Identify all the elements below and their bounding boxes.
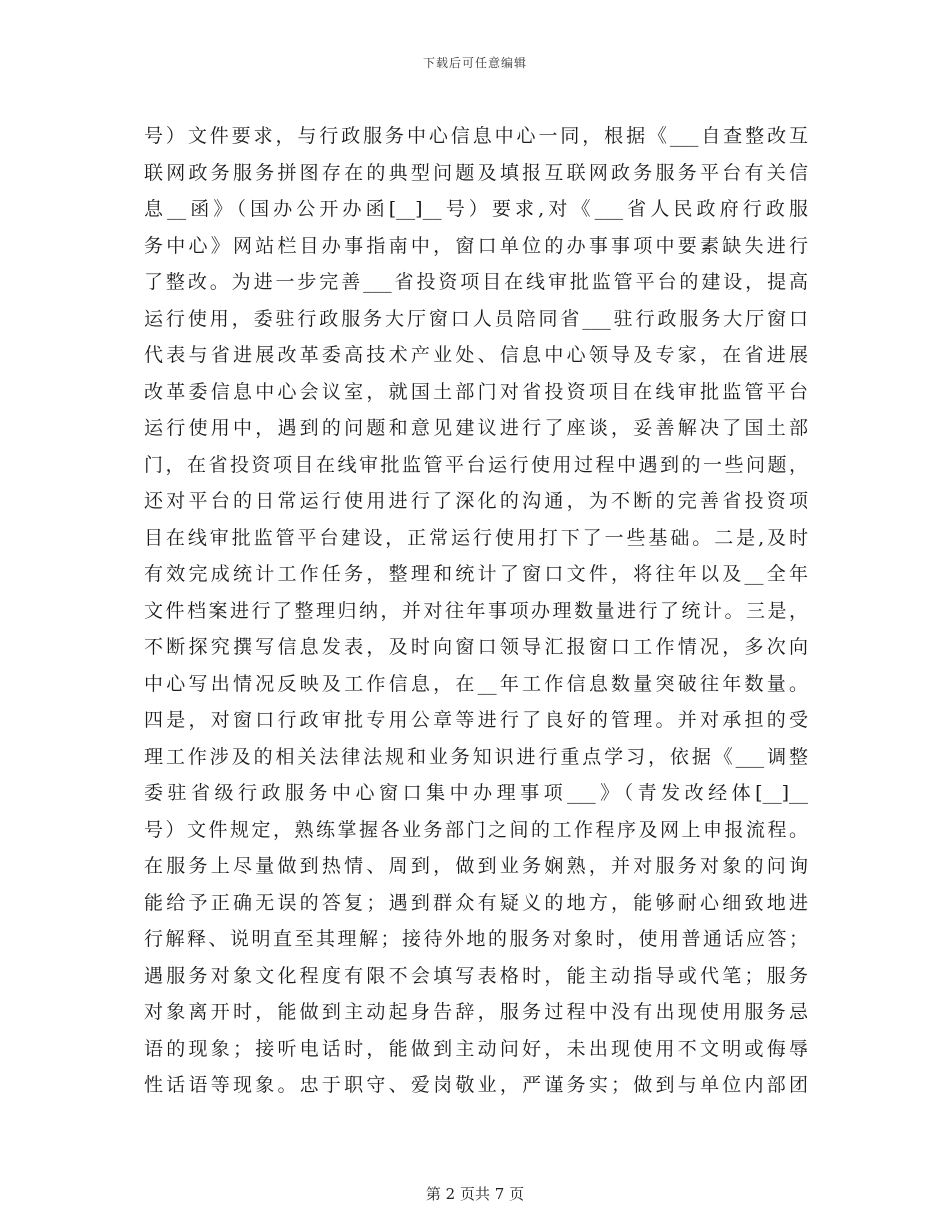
text-line: 门，在省投资项目在线审批监管平台运行使用过程中遇到的一些问题， [144,453,808,476]
text-line: 有效完成统计工作任务，整理和统计了窗口文件，将往年以及__全年 [144,563,808,585]
text-line: 对象离开时，能做到主动起身告辞，服务过程中没有出现使用服务忌 [144,1001,808,1023]
text-line: 运行使用，委驻行政服务大厅窗口人员陪同省___驻行政服务大厅窗口 [144,307,808,330]
text-line: 文件档案进行了整理归纳，并对往年事项办理数量进行了统计。三是， [144,599,808,622]
text-line: 在服务上尽量做到热情、周到，做到业务娴熟，并对服务对象的问询 [144,855,808,877]
text-line: 遇服务对象文化程度有限不会填写表格时，能主动指导或代笔；服务 [144,964,808,987]
text-line: 目在线审批监管平台建设，正常运行使用打下了一些基础。二是,及时 [144,526,808,549]
text-line: 能给予正确无误的答复；遇到群众有疑义的地方，能够耐心细致地进 [144,891,808,914]
text-line: 行解释、说明直至其理解；接待外地的服务对象时，使用普通话应答； [144,928,808,950]
page-header: 下载后可任意编辑 [422,56,527,70]
text-line: 号）文件要求，与行政服务中心信息中心一同，根据《___自查整改互 [144,125,808,147]
text-line: 四是，对窗口行政审批专用公章等进行了良好的管理。并对承担的受 [144,709,808,731]
text-line: 务中心》网站栏目办事指南中，窗口单位的办事事项中要素缺失进行 [144,234,808,257]
text-line: 息__函》（国办公开办函[__]__号）要求,对《___省人民政府行政服 [144,198,808,220]
text-line: 理工作涉及的相关法律法规和业务知识进行重点学习，依据《___调整 [144,745,808,768]
text-line: 了整改。为进一步完善___省投资项目在线审批监管平台的建设，提高 [144,271,808,293]
page-number: 第 2 页共 7 页 [425,1185,525,1203]
text-line: 改革委信息中心会议室，就国土部门对省投资项目在线审批监管平台 [144,380,808,403]
text-line: 联网政务服务拼图存在的典型问题及填报互联网政务服务平台有关信 [144,161,808,184]
text-line: 语的现象；接听电话时，能做到主动问好，未出现使用不文明或侮辱 [144,1037,808,1060]
text-line: 代表与省进展改革委高技术产业处、信息中心领导及专家，在省进展 [144,344,808,366]
text-line: 还对平台的日常运行使用进行了深化的沟通，为不断的完善省投资项 [144,490,808,512]
document-body [144,118,808,1104]
text-line: 委驻省级行政服务中心窗口集中办理事项___》（青发改经体[__]__ [144,782,808,804]
text-line: 性话语等现象。忠于职守、爱岗敬业，严谨务实；做到与单位内部团 [144,1074,808,1096]
text-line: 运行使用中，遇到的问题和意见建议进行了座谈，妥善解决了国土部 [144,417,808,439]
text-line: 号）文件规定，熟练掌握各业务部门之间的工作程序及网上申报流程。 [144,818,808,841]
text-line: 不断探究撰写信息发表，及时向窗口领导汇报窗口工作情况，多次向 [144,636,808,658]
text-line: 中心写出情况反映及工作信息，在__年工作信息数量突破往年数量。 [144,672,808,695]
